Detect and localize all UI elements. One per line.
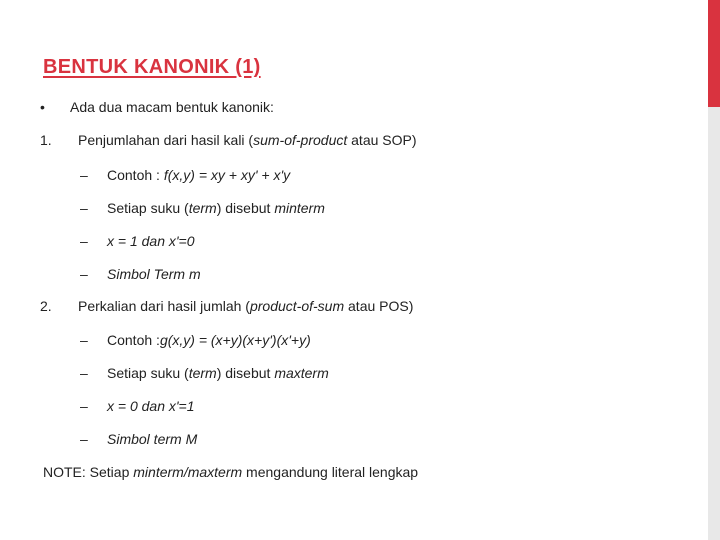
dash-marker: –: [80, 398, 88, 414]
list-item-1-text: Penjumlahan dari hasil kali (sum-of-product atau SOP): [78, 132, 417, 148]
dash-marker: –: [80, 332, 88, 348]
sublist-text: x = 0 dan x'=1: [107, 398, 195, 414]
sublist-text: Contoh : f(x,y) = xy + xy' + x'y: [107, 167, 291, 183]
sublist-text: Setiap suku (term) disebut minterm: [107, 200, 325, 216]
sublist-text: Simbol Term m: [107, 266, 201, 282]
bullet-icon: •: [40, 99, 45, 115]
list-item-2-text: Perkalian dari hasil jumlah (product-of-sum atau POS): [78, 298, 414, 314]
intro-text: Ada dua macam bentuk kanonik:: [70, 99, 274, 115]
list-marker-2: 2.: [40, 298, 52, 314]
dash-marker: –: [80, 167, 88, 183]
list-marker-1: 1.: [40, 132, 52, 148]
sublist-text: x = 1 dan x'=0: [107, 233, 195, 249]
note-text: NOTE: Setiap minterm/maxterm mengandung literal lengkap: [43, 464, 419, 480]
slide-title: BENTUK KANONIK (1): [43, 56, 261, 78]
sublist-text: Contoh :g(x,y) = (x+y)(x+y')(x'+y): [107, 332, 311, 348]
slide-side-accent: [708, 0, 720, 107]
dash-marker: –: [80, 200, 88, 216]
sublist-text: Setiap suku (term) disebut maxterm: [107, 365, 329, 381]
dash-marker: –: [80, 365, 88, 381]
sublist-text: Simbol term M: [107, 431, 198, 447]
dash-marker: –: [80, 233, 88, 249]
dash-marker: –: [80, 431, 88, 447]
dash-marker: –: [80, 266, 88, 282]
